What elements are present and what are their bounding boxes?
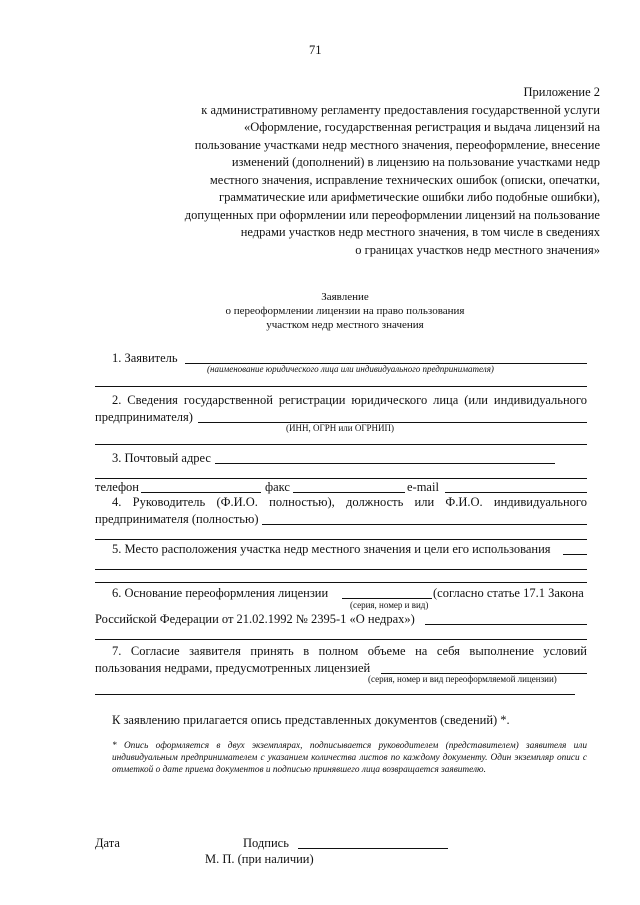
form-title-main: Заявление (321, 291, 369, 303)
field-consent-label: 7. Согласие заявителя принять в полном объеме на себя выполнение условий (112, 644, 587, 658)
field-location-label: 5. Место расположения участка недр местного значения и цели его использования (112, 542, 551, 556)
field-head-line[interactable] (262, 524, 587, 525)
field-basis-line[interactable] (342, 598, 432, 599)
field-phone-label: телефон (95, 480, 139, 494)
form-title (150, 290, 540, 332)
field-location-line[interactable] (563, 554, 587, 555)
field-email-line[interactable] (445, 492, 587, 493)
appendix-title: Приложение 2 (523, 85, 600, 99)
field-consent-line-2[interactable] (95, 694, 575, 695)
field-location-line-3[interactable] (95, 582, 587, 583)
field-applicant-label: 1. Заявитель (112, 351, 178, 365)
field-basis-tail: (согласно статье 17.1 Закона (433, 586, 584, 600)
field-consent-label-2: пользования недрами, предусмотренных лицензией (95, 661, 371, 675)
field-basis-hint: (серия, номер и вид) (350, 600, 429, 610)
appendix-line: изменений (дополнений) в лицензию на пользование участками недр (231, 155, 600, 169)
appendix-header (80, 84, 600, 259)
field-email-label: e-mail (407, 480, 439, 494)
appendix-line: допущенных при оформлении или переоформлении лицензий на пользование (184, 207, 600, 222)
attachment-note: К заявлению прилагается опись представленных документов (сведений) *. (112, 713, 510, 727)
field-fax-label: факс (265, 480, 290, 494)
field-basis-label: 6. Основание переоформления лицензии (112, 586, 329, 600)
appendix-line: о границах участков недр местного значения» (355, 242, 600, 257)
appendix-line: «Оформление, государственная регистрация и выдача лицензий на (244, 120, 600, 134)
field-head-label-2: предпринимателя (полностью) (95, 512, 259, 526)
field-applicant-hint: (наименование юридического лица или индивидуального предпринимателя) (207, 364, 494, 374)
form-title-sub: участком недр местного значения (266, 319, 424, 331)
appendix-line: грамматические или арифметические ошибки либо подобные ошибки), (219, 190, 600, 204)
field-registration-line-2[interactable] (95, 444, 587, 445)
field-head-line-2[interactable] (95, 539, 587, 540)
signature-date-label: Дата (95, 836, 120, 850)
appendix-line: местного значения, исправление технических ошибок (описки, опечатки, (209, 172, 600, 187)
field-location-line-2[interactable] (95, 569, 587, 570)
field-basis-law: Российской Федерации от 21.02.1992 № 2395-1 «О недрах») (95, 612, 415, 626)
page-number: 71 (309, 43, 322, 57)
field-registration-hint: (ИНН, ОГРН или ОГРНИП) (286, 423, 395, 433)
field-phone-line[interactable] (141, 492, 261, 493)
field-applicant-line-2[interactable] (95, 386, 587, 387)
field-registration-label: 2. Сведения государственной регистрации юридического лица (или индивидуального (112, 393, 587, 407)
field-address-label: 3. Почтовый адрес (112, 451, 211, 465)
stamp-label: М. П. (при наличии) (205, 852, 314, 866)
signature-sign-label: Подпись (243, 836, 289, 850)
appendix-line: недрами участков недр местного значения, в том числе в сведениях (240, 225, 600, 239)
appendix-line: к административному регламенту предоставления государственной услуги (201, 102, 600, 117)
field-registration-label-2: предпринимателя) (95, 410, 193, 424)
field-consent-hint: (серия, номер и вид переоформляемой лицензии) (368, 674, 557, 684)
footnote: * Опись оформляется в двух экземплярах, подписывается руководителем (представителем) заявителя или индивидуальным предпринимателем с указанием количества листов по каждому документу. Один экземпляр описи с отметкой о дате приема документов и подписью принявшего лица возвращается заявителю. (112, 741, 587, 775)
field-address-line[interactable] (215, 463, 555, 464)
appendix-line: пользование участками недр местного значения, переоформление, внесение (194, 137, 600, 152)
field-basis-line-3[interactable] (95, 639, 587, 640)
signature-line[interactable] (298, 848, 448, 849)
field-head-label: 4. Руководитель (Ф.И.О. полностью), должность или Ф.И.О. индивидуального (112, 495, 587, 509)
field-fax-line[interactable] (293, 492, 405, 493)
field-address-line-2[interactable] (95, 478, 587, 479)
field-basis-line-2[interactable] (425, 624, 587, 625)
form-title-sub: о переоформлении лицензии на право пользования (225, 305, 465, 317)
